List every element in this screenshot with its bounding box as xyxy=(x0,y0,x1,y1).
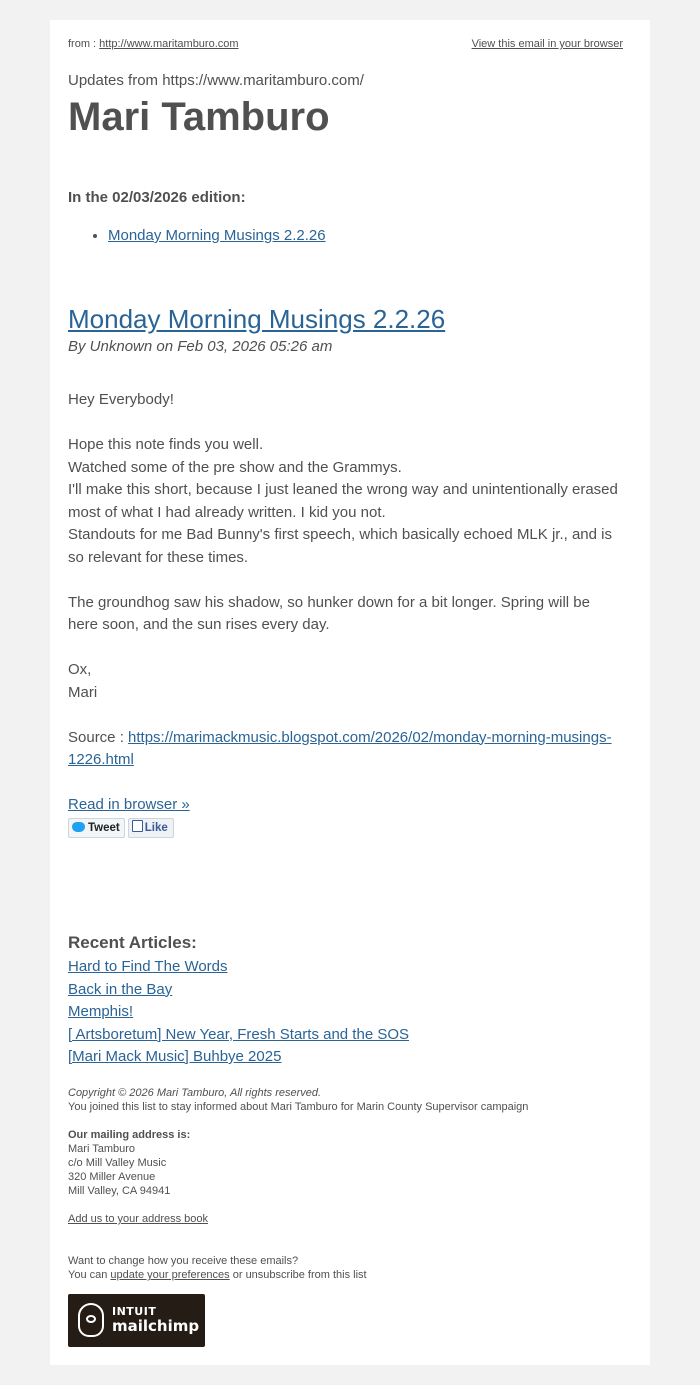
update-preferences-link[interactable]: update your preferences xyxy=(110,1269,230,1281)
from-label: from : xyxy=(68,38,100,50)
tweet-button[interactable] xyxy=(68,818,125,838)
list-item xyxy=(68,979,409,1002)
like-label: Like xyxy=(144,822,168,834)
joined-reason: You joined this list to stay informed about Mari Tamburo for Marin County Supervisor campaign xyxy=(68,1101,529,1113)
page-title: Mari Tamburo xyxy=(68,95,330,139)
post-title xyxy=(68,302,445,336)
signature: Mari xyxy=(68,683,98,701)
post-byline: By Unknown on Feb 03, 2026 05:26 am xyxy=(68,338,333,355)
like-button[interactable] xyxy=(128,818,174,838)
edition-toc xyxy=(68,227,326,244)
address-line: Mill Valley, CA 94941 xyxy=(68,1185,171,1197)
source-link[interactable]: https://marimackmusic.blogspot.com/2026/02/monday-morning-musings-1226.html xyxy=(68,728,612,768)
social-buttons xyxy=(68,818,174,838)
source-label: Source : xyxy=(68,728,129,746)
address-book-line xyxy=(68,1212,623,1226)
post-title-link[interactable]: Monday Morning Musings 2.2.26 xyxy=(68,304,446,334)
email-card xyxy=(50,20,650,1365)
from-line xyxy=(68,38,239,50)
twitter-bird-icon xyxy=(72,822,85,832)
mailchimp-badge[interactable] xyxy=(68,1294,205,1347)
address-line: Mari Tamburo xyxy=(68,1143,136,1155)
paragraph: I'll make this short, because I just leaned the wrong way and unintentionally erased most of what I had already written. I kid you not. xyxy=(68,481,618,521)
recent-article-link[interactable]: [Mari Mack Music] Buhbye 2025 xyxy=(68,1048,282,1065)
list-item xyxy=(68,1024,409,1047)
toc-item xyxy=(108,227,326,244)
updates-from: Updates from https://www.maritamburo.com/ xyxy=(68,72,364,89)
recent-article-link[interactable]: Back in the Bay xyxy=(68,980,173,998)
toc-link[interactable]: Monday Morning Musings 2.2.26 xyxy=(108,227,326,244)
list-item xyxy=(68,1046,409,1069)
post-body xyxy=(68,389,623,772)
from-link[interactable]: http://www.maritamburo.com xyxy=(99,38,239,50)
list-item xyxy=(68,956,409,979)
preheader xyxy=(68,38,623,52)
paragraph: Watched some of the pre show and the Grammys. xyxy=(68,458,402,476)
list-item xyxy=(68,1001,409,1024)
recent-articles-list xyxy=(68,956,409,1069)
recent-article-link[interactable]: Hard to Find The Words xyxy=(68,958,228,975)
add-address-book-link[interactable]: Add us to your address book xyxy=(68,1213,209,1225)
mailing-heading: Our mailing address is: xyxy=(68,1129,191,1141)
tweet-label: Tweet xyxy=(88,822,120,834)
recent-article-link[interactable]: [ Artsboretum] New Year, Fresh Starts and the SOS xyxy=(68,1025,410,1043)
mailchimp-wordmark: INTUIT mailchimp xyxy=(112,1305,200,1335)
paragraph: Standouts for me Bad Bunny's first speech, which basically echoed MLK jr., and is so relevant for these times. xyxy=(68,526,612,566)
address-line: 320 Miller Avenue xyxy=(68,1171,156,1183)
view-in-browser-link[interactable]: View this email in your browser xyxy=(471,38,623,50)
recent-articles-heading: Recent Articles: xyxy=(68,933,197,952)
thumbs-up-icon xyxy=(132,820,143,832)
mailchimp-freddie-icon xyxy=(78,1303,104,1337)
paragraph: The groundhog saw his shadow, so hunker down for a bit longer. Spring will be here soon, and the sun rises every day. xyxy=(68,593,590,633)
recent-article-link[interactable]: Memphis! xyxy=(68,1003,134,1020)
footer xyxy=(68,1086,623,1282)
edition-label: In the 02/03/2026 edition: xyxy=(68,189,246,206)
greeting: Hey Everybody! xyxy=(68,391,174,408)
source-line xyxy=(68,727,623,772)
preferences-line: You can update your preferences or unsubscribe from this list xyxy=(68,1269,367,1281)
signoff: Ox, xyxy=(68,661,92,678)
paragraph: Hope this note finds you well. xyxy=(68,436,264,453)
address-line: c/o Mill Valley Music xyxy=(68,1157,167,1169)
copyright: Copyright © 2026 Mari Tamburo, All rights reserved. xyxy=(68,1087,322,1099)
read-in-browser-link[interactable]: Read in browser » xyxy=(68,796,190,813)
change-prompt: Want to change how you receive these emails? xyxy=(68,1255,299,1267)
